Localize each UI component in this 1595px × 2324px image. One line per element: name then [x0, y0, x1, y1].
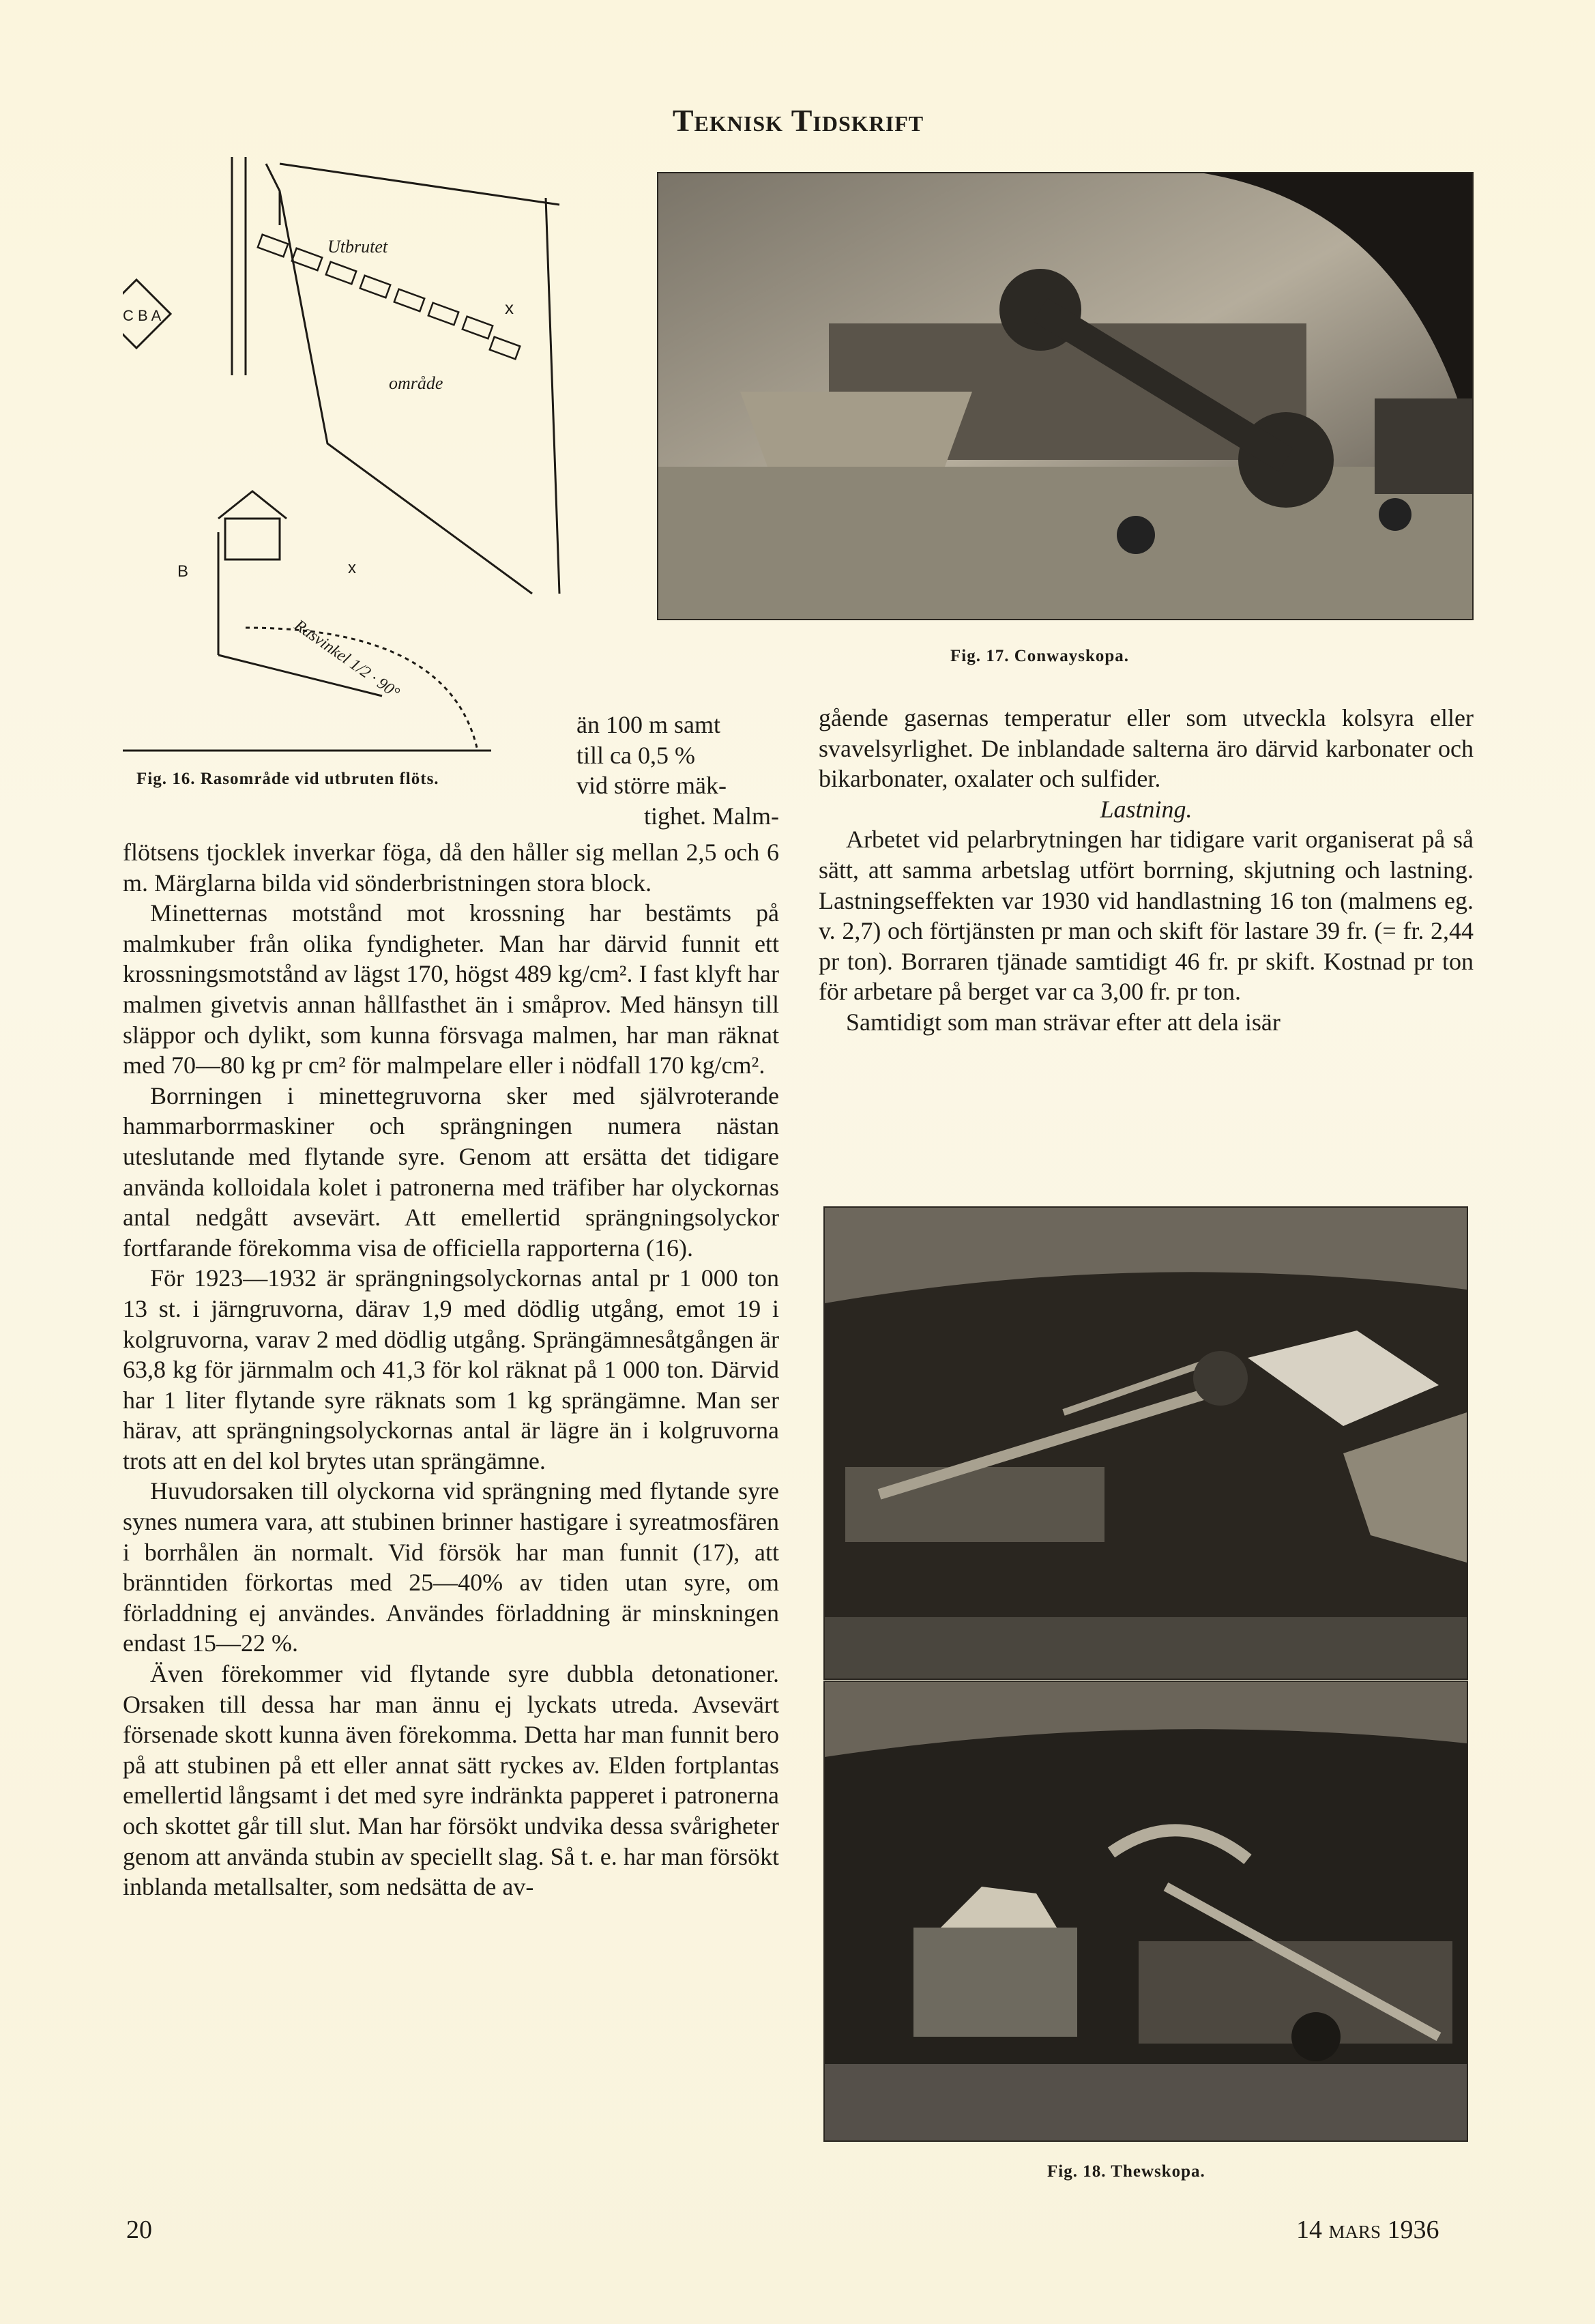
fig16-label-b: B	[177, 562, 189, 581]
fig16-label-omrade: område	[389, 373, 443, 393]
paragraph: Även förekommer vid flytande syre dubbla detonationer. Orsaken till dessa har man ännu ej lyckats utreda. Avsevärt försenade skott kunna även förekomma. Detta har man funnit bero på att stubinen på ett eller annat sätt ryckes av. Elden fortplantas emellertid långsamt i det med syre indränkta papperet i patronerna och skottet går till slut. Man har försökt undvika dessa svårigheter genom att använda stubin av speciellt slag. Så t. e. har man försökt inblanda metallsalter, som nedsätta de av-	[123, 1660, 779, 1901]
left-column	[123, 837, 779, 1902]
fig18-caption: Fig. 18. Thewskopa.	[1047, 2162, 1205, 2181]
wrap-line: till ca 0,5 %	[576, 741, 695, 769]
section-heading: Lastning.	[1100, 795, 1192, 823]
fig17-caption: Fig. 17. Conwayskopa.	[950, 647, 1130, 665]
fig18-photo-bottom	[823, 1681, 1468, 2142]
fig16-caption: Fig. 16. Rasområde vid utbruten flöts.	[136, 770, 439, 788]
paragraph: För 1923—1932 är sprängningsolyckornas antal pr 1 000 ton 13 st. i järngruvorna, därav 1,9 med dödlig utgång, emot 19 i kolgruvorna, varav 2 med dödlig utgång. Sprängämnesåtgången är 63,8 kg för järnmalm och 41,3 för kol räknat på 1 000 ton. Därvid har 1 liter flytande syre räknats som 1 kg sprängämne. Man ser härav, att sprängningsolyckornas antal är lägre än i kolgruvorna trots att en del kol brytes utan sprängämne.	[123, 1264, 779, 1475]
fig16-diagram	[123, 150, 587, 764]
paragraph: Arbetet vid pelarbrytningen har tidigare varit organiserat på så sätt, att samma arbetslag utfört borrning, skjutning och lastning. Lastningseffekten var 1930 vid handlastning 16 ton (malmens eg. v. 2,7) och förtjänsten pr man och skift för lastare 39 fr. (= fr. 2,44 pr ton). Borraren tjänade samtidigt 46 fr. pr skift. Kostnad pr ton för arbetare på berget var ca 3,00 fr. pr ton.	[819, 826, 1474, 1006]
wrap-line: vid större mäk-	[576, 772, 727, 800]
fig17-photo	[657, 172, 1474, 620]
fig16-label-x2: x	[348, 559, 356, 577]
paragraph: flötsens tjocklek inverkar föga, då den håller sig mellan 2,5 och 6 m. Märglarna bilda vid sönderbristningen stora block.	[123, 839, 779, 897]
fig16-label-utbrutet: Utbrutet	[327, 237, 388, 257]
issue-date: 14 mars 1936	[1296, 2216, 1439, 2244]
journal-header	[641, 102, 955, 139]
paragraph: Borrningen i minettegruvorna sker med självroterande hammarborrmaskiner och sprängningen numera nästan uteslutande med flytande syre. Genom att ersätta det tidigare använda kolloidala kolet i patronerna med träfiber har olyckornas antal nedgått avsevärt. Att emellertid sprängningsolyckor fortfarande förekomma visa de officiella rapporterna (16).	[123, 1081, 779, 1262]
paragraph: gående gasernas temperatur eller som utveckla kolsyra eller svavelsyrlighet. De inblandade salterna äro därvid karbonater och bikarbonater, oxalater och sulfider.	[819, 704, 1474, 793]
fig18-photo-top	[823, 1206, 1468, 1680]
left-wrap-text	[576, 710, 779, 831]
paragraph: Samtidigt som man strävar efter att dela isär	[846, 1008, 1281, 1036]
right-column	[819, 703, 1474, 1038]
fig16-label-rasvinkel: Rasvinkel 1/2 · 90°	[291, 616, 403, 703]
fig16-label-abc: C B A	[123, 307, 162, 324]
wrap-line: än 100 m samt	[576, 711, 720, 738]
fig16-label-x1: x	[505, 297, 514, 318]
page-number: 20	[126, 2216, 152, 2244]
paragraph: Huvudorsaken till olyckorna vid sprängning med flytande syre synes numera vara, att stubinen brinner hastigare i syreatmosfären i borrhålen än normalt. Vid försök har man funnit (17), att bränntiden förkortas med 25—40% av tiden utan syre, om förladdning ej användes. Användes förladdning är minskningen endast 15—22 %.	[123, 1477, 779, 1657]
paragraph: Minetternas motstånd mot krossning har bestämts på malmkuber från olika fyndigheter. Man har därvid funnit ett krossningsmotstånd av lägst 170, högst 489 kg/cm². I fast klyft har malmen givetvis annan hållfasthet än i småprov. Med hänsyn till släppor och dylikt, som kunna försvaga malmen, har man räknat med 70—80 kg pr cm² för malmpelare eller i nödfall 170 kg/cm².	[123, 899, 779, 1079]
journal-title: Teknisk Tidskrift	[672, 103, 924, 138]
wrap-line: tighet. Malm-	[644, 802, 779, 830]
